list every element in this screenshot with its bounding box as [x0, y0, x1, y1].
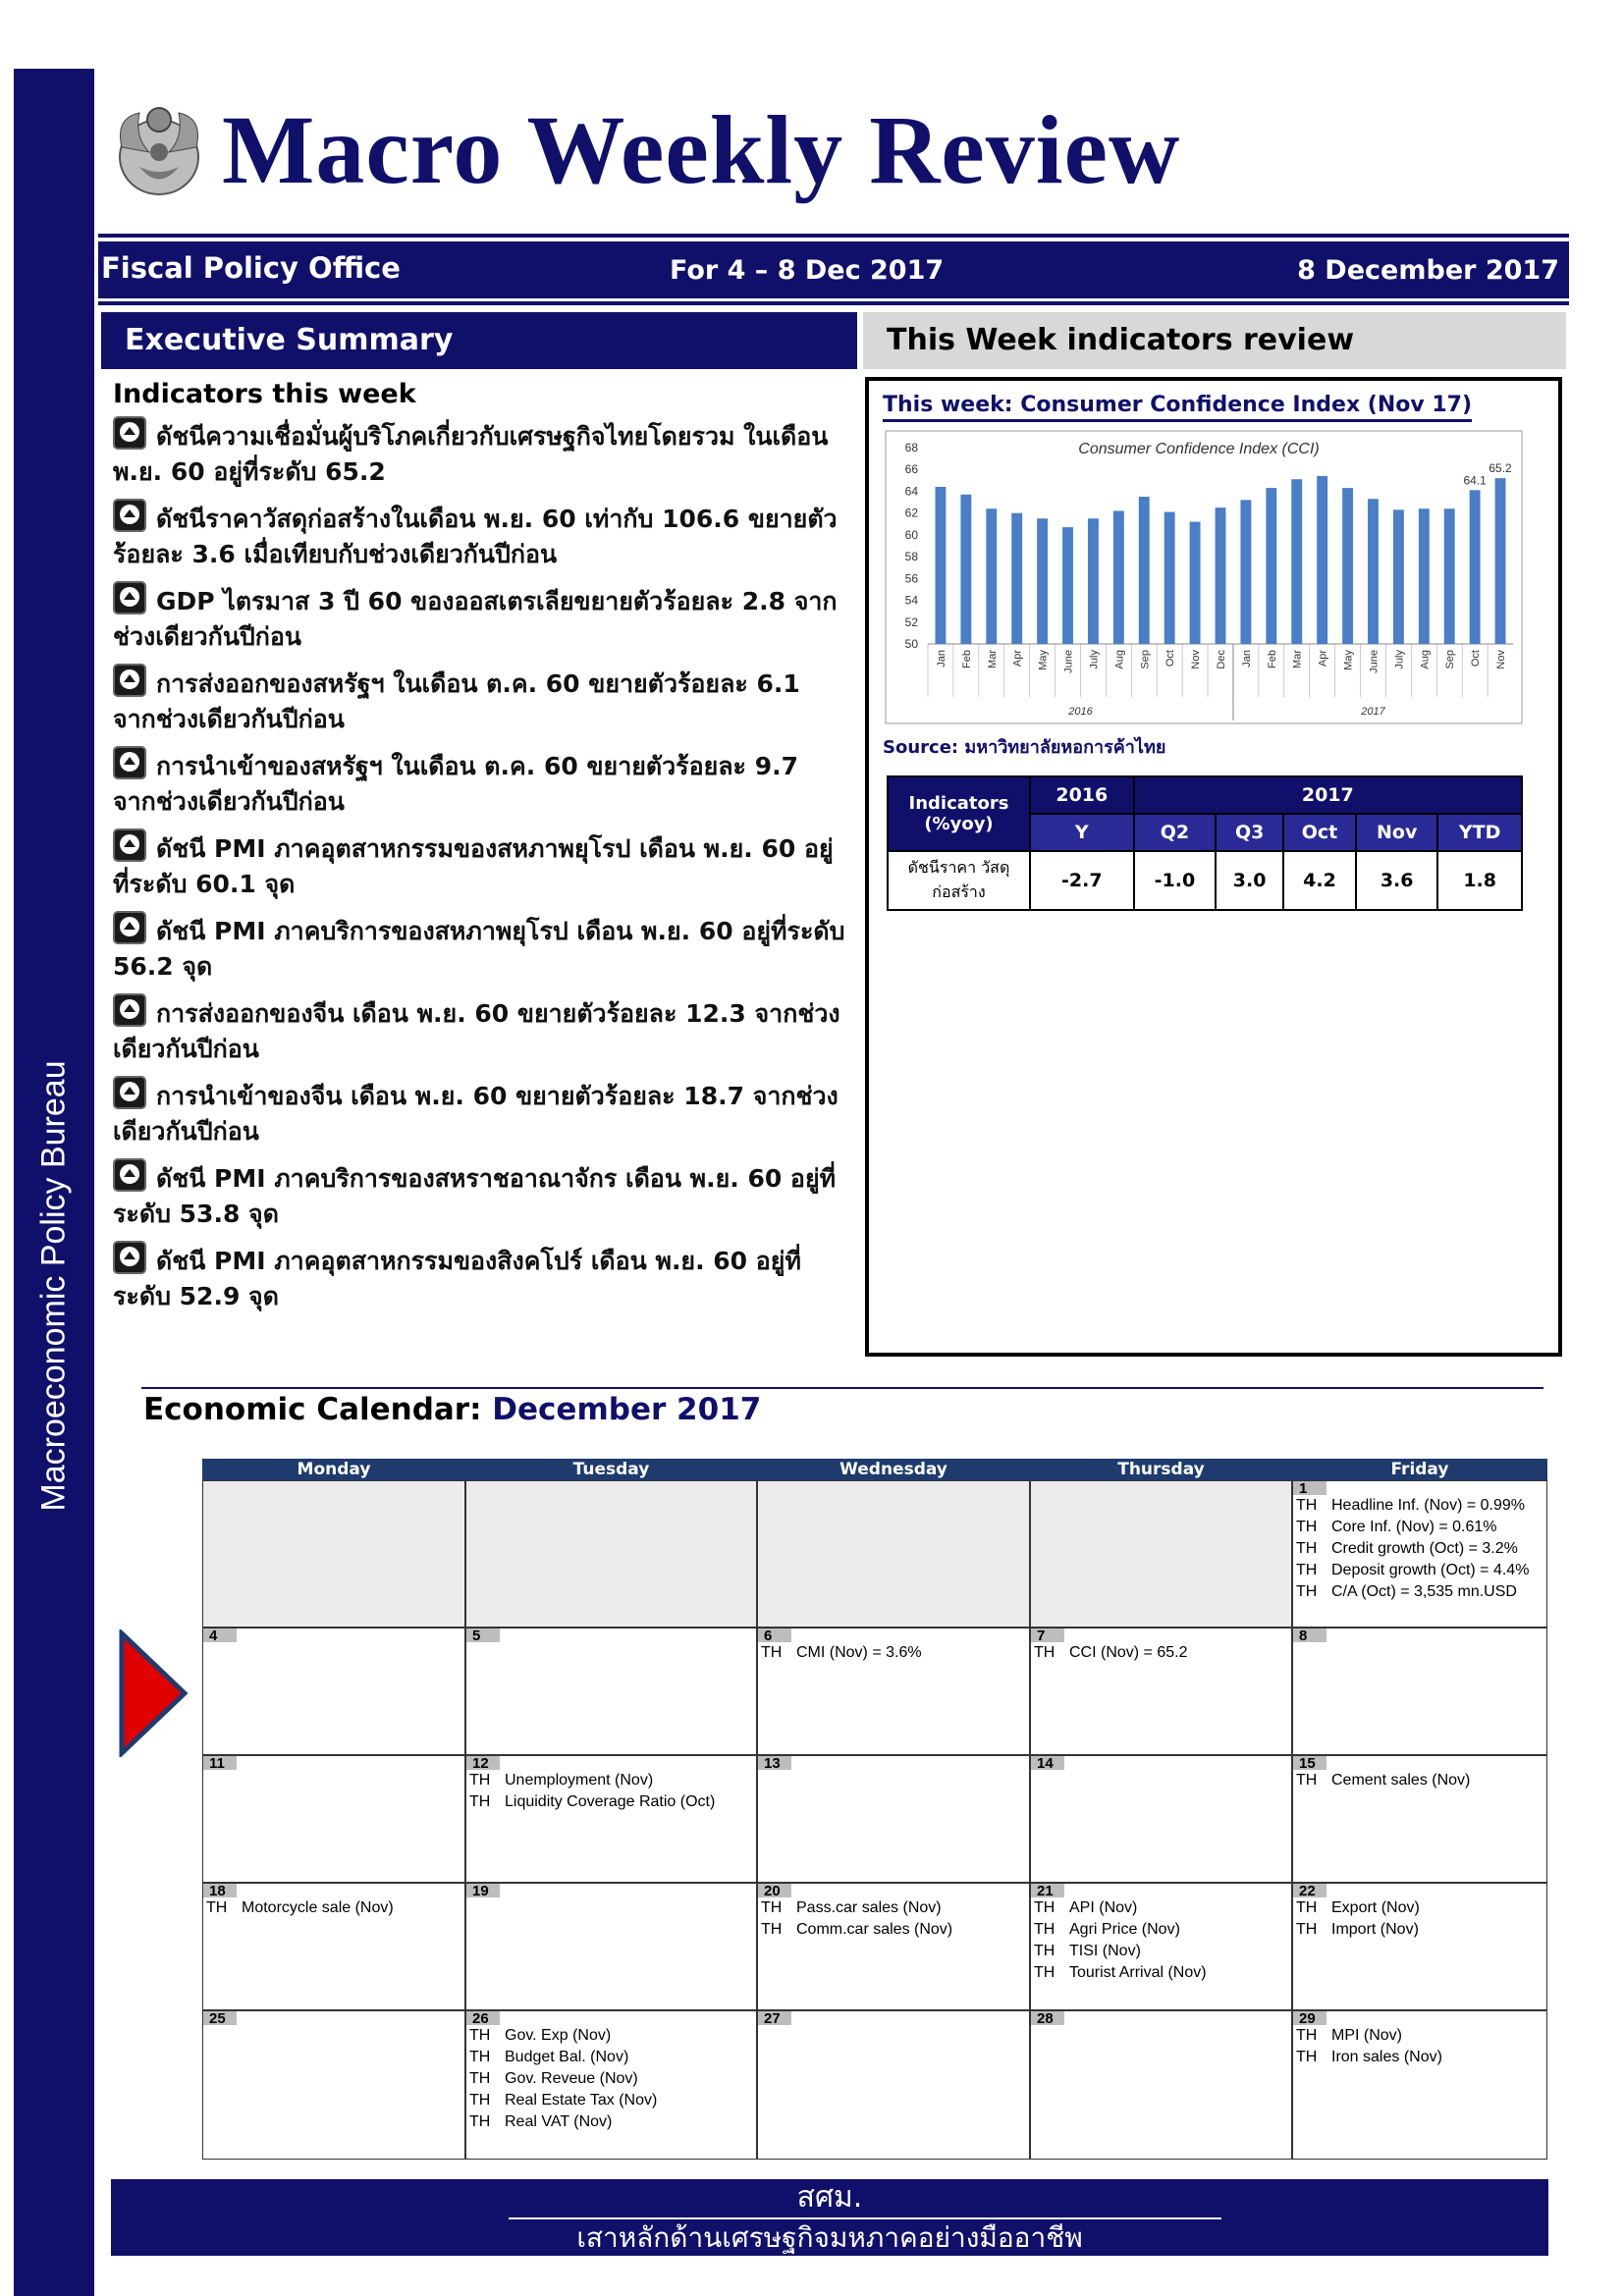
calendar-day-cell — [465, 1755, 757, 1883]
x-tick-label: Jan — [1240, 650, 1253, 667]
table-col-header: Q2 — [1134, 814, 1217, 851]
calendar-day-cell — [465, 1480, 757, 1628]
chart-bar — [1190, 522, 1201, 644]
event-country: TH — [761, 1921, 783, 1938]
event-text: MPI (Nov) — [1331, 2027, 1402, 2044]
indicator-item — [113, 1241, 846, 1323]
event-text: Export (Nov) — [1331, 1899, 1420, 1916]
chart-bar — [1216, 507, 1226, 644]
up-arrow-bullet-icon — [113, 1076, 146, 1109]
event-text: Headline Inf. (Nov) = 0.99% — [1331, 1497, 1525, 1514]
calendar-day-cell — [1292, 1755, 1547, 1883]
x-tick-label: Aug — [1113, 650, 1126, 669]
table-col-header: Oct — [1283, 814, 1356, 851]
chart-bar — [936, 487, 947, 644]
calendar-day-number: 26 — [466, 2011, 500, 2025]
x-tick-label: Nov — [1495, 650, 1508, 669]
calendar-event — [1031, 1642, 1291, 1664]
data-label: 65.2 — [1489, 461, 1512, 476]
table-col-header: Y — [1030, 814, 1134, 851]
table-col-header: Q3 — [1216, 814, 1283, 851]
x-tick-label: May — [1037, 650, 1050, 670]
calendar-event — [1031, 1919, 1291, 1941]
calendar-day-cell — [1030, 1480, 1292, 1628]
event-text: Gov. Reveue (Nov) — [505, 2070, 638, 2087]
calendar-day-number: 19 — [466, 1884, 500, 1897]
event-text: Gov. Exp (Nov) — [505, 2027, 612, 2044]
up-arrow-bullet-icon — [113, 746, 146, 779]
year-label: 2016 — [1068, 706, 1093, 718]
event-country: TH — [1034, 1943, 1056, 1959]
calendar-day-number: 27 — [758, 2011, 791, 2025]
calendar-day-number: 25 — [203, 2011, 237, 2025]
calendar-event — [466, 1791, 756, 1813]
y-tick-label: 50 — [904, 637, 918, 651]
calendar-day-header: Tuesday — [465, 1459, 757, 1480]
event-text: Cement sales (Nov) — [1331, 1772, 1471, 1789]
chart-bar — [1266, 488, 1276, 644]
calendar-day-cell — [202, 2010, 465, 2160]
y-tick-label: 62 — [904, 506, 918, 520]
x-tick-label: July — [1393, 650, 1406, 669]
chart-bar — [1317, 476, 1327, 644]
calendar-day-number: 5 — [466, 1629, 500, 1642]
calendar-event — [1293, 2047, 1546, 2068]
side-bar — [14, 69, 94, 2296]
calendar-day-cell — [757, 2010, 1030, 2160]
event-country: TH — [469, 2113, 491, 2130]
calendar-day-number: 22 — [1293, 1884, 1326, 1897]
chart-bar — [960, 495, 971, 644]
calendar-event — [466, 2090, 756, 2111]
indicator-item — [113, 993, 846, 1076]
event-text: Import (Nov) — [1331, 1921, 1419, 1938]
event-text: Real VAT (Nov) — [505, 2113, 613, 2130]
indicator-item — [113, 1076, 846, 1158]
event-text: C/A (Oct) = 3,535 mn.USD — [1331, 1583, 1517, 1600]
x-tick-label: Feb — [960, 650, 973, 668]
event-country: TH — [761, 1644, 783, 1661]
year-label: 2017 — [1361, 706, 1385, 718]
x-tick-label: May — [1342, 650, 1355, 670]
calendar-day-header: Monday — [202, 1459, 465, 1480]
chart-bar — [1444, 508, 1455, 644]
event-text: CMI (Nov) = 3.6% — [796, 1644, 922, 1661]
chart-bar — [1139, 497, 1150, 644]
calendar-event — [1293, 1495, 1546, 1517]
event-country: TH — [469, 1793, 491, 1810]
indicator-text: GDP ไตรมาส 3 ปี 60 ของออสเตรเลียขยายตัวร้อยละ 2.8 จากช่วงเดียวกันปีก่อน — [113, 587, 838, 651]
event-text: Credit growth (Oct) = 3.2% — [1331, 1540, 1518, 1557]
chart-heading: This week: Consumer Confidence Index (Nov 17) — [883, 393, 1472, 422]
table-year-2017: 2017 — [1134, 776, 1522, 814]
event-text: Pass.car sales (Nov) — [796, 1899, 942, 1916]
event-country: TH — [469, 2027, 491, 2044]
table-cell: -1.0 — [1134, 851, 1217, 910]
header-band — [98, 241, 1569, 298]
x-tick-label: Oct — [1470, 650, 1483, 667]
calendar-day-cell — [1030, 2010, 1292, 2160]
calendar-day-number: 11 — [203, 1756, 237, 1770]
event-country: TH — [469, 1772, 491, 1789]
table-cell: 3.0 — [1216, 851, 1283, 910]
event-country: TH — [1296, 1899, 1318, 1916]
x-tick-label: Nov — [1190, 650, 1203, 669]
calendar-event — [1293, 1517, 1546, 1538]
event-text: Deposit growth (Oct) = 4.4% — [1331, 1562, 1530, 1578]
event-text: Iron sales (Nov) — [1331, 2049, 1442, 2065]
office-name: Fiscal Policy Office — [101, 251, 401, 285]
indicator-item — [113, 499, 846, 581]
chart-bar — [1393, 509, 1404, 644]
event-text: Tourist Arrival (Nov) — [1069, 1964, 1207, 1981]
table-col-header: Nov — [1356, 814, 1437, 851]
chart-bar — [1011, 513, 1022, 644]
footer-band — [111, 2179, 1548, 2256]
calendar-event — [466, 2068, 756, 2090]
indicator-item — [113, 1158, 846, 1241]
footer-acronym: สศม. — [796, 2180, 863, 2215]
page-title: Macro Weekly Review — [222, 95, 1181, 204]
chart-bar — [1113, 510, 1124, 644]
up-arrow-bullet-icon — [113, 828, 146, 862]
calendar-day-cell — [757, 1628, 1030, 1755]
event-country: TH — [469, 2049, 491, 2065]
calendar-event — [1293, 1581, 1546, 1603]
event-text: Comm.car sales (Nov) — [796, 1921, 953, 1938]
indicator-text: ดัชนี PMI ภาคบริการของสหภาพยุโรป เดือน พ.ย. 60 อยู่ที่ระดับ 56.2 จุด — [113, 917, 845, 981]
indicator-item — [113, 828, 846, 911]
event-country: TH — [1296, 1519, 1318, 1535]
event-text: CCI (Nov) = 65.2 — [1069, 1644, 1188, 1661]
up-arrow-bullet-icon — [113, 911, 146, 944]
table-cell: 4.2 — [1283, 851, 1356, 910]
calendar-day-cell — [1030, 1628, 1292, 1755]
indicator-item — [113, 664, 846, 746]
calendar-event — [466, 1770, 756, 1791]
x-tick-label: June — [1368, 650, 1380, 673]
calendar-event — [466, 2025, 756, 2047]
event-text: Motorcycle sale (Nov) — [242, 1899, 394, 1916]
data-label: 64.1 — [1463, 473, 1487, 488]
table-row-label: ดัชนีราคา วัสดุก่อสร้าง — [888, 851, 1030, 910]
chart-bar — [1291, 479, 1302, 644]
indicator-text: ดัชนี PMI ภาคอุตสาหกรรมของสหภาพยุโรป เดือน พ.ย. 60 อยู่ที่ระดับ 60.1 จุด — [113, 834, 834, 898]
calendar-day-cell — [1292, 1883, 1547, 2010]
calendar-day-cell — [465, 2010, 757, 2160]
calendar-day-number: 13 — [758, 1756, 791, 1770]
event-country: TH — [1296, 1772, 1318, 1789]
chart-bar — [1419, 508, 1430, 644]
event-country: TH — [1296, 1921, 1318, 1938]
event-text: Unemployment (Nov) — [505, 1772, 654, 1789]
calendar-day-number: 28 — [1031, 2011, 1064, 2025]
calendar-day-number: 6 — [758, 1629, 791, 1642]
y-tick-label: 68 — [904, 441, 918, 454]
calendar-day-cell — [1292, 1628, 1547, 1755]
indicators-list — [113, 416, 846, 1323]
calendar-day-header: Wednesday — [757, 1459, 1030, 1480]
event-country: TH — [1296, 2027, 1318, 2044]
current-week-arrow-icon — [118, 1629, 189, 1757]
calendar-day-number: 12 — [466, 1756, 500, 1770]
event-country: TH — [1296, 1540, 1318, 1557]
calendar-month: December 2017 — [492, 1392, 762, 1427]
event-text: Agri Price (Nov) — [1069, 1921, 1180, 1938]
calendar-day-header: Friday — [1292, 1459, 1547, 1480]
indicator-text: การนำเข้าของสหรัฐฯ ในเดือน ต.ค. 60 ขยายตัวร้อยละ 9.7 จากช่วงเดียวกันปีก่อน — [113, 752, 798, 816]
calendar-day-number: 7 — [1031, 1629, 1064, 1642]
calendar-day-number: 18 — [203, 1884, 237, 1897]
chart-bar — [1240, 500, 1251, 644]
y-tick-label: 66 — [904, 462, 918, 477]
indicator-text: ดัชนี PMI ภาคบริการของสหราชอาณาจักร เดือน พ.ย. 60 อยู่ที่ระดับ 53.8 จุด — [113, 1164, 837, 1228]
calendar-event — [203, 1897, 464, 1919]
up-arrow-bullet-icon — [113, 993, 146, 1027]
calendar-event — [1293, 1770, 1546, 1791]
x-tick-label: Aug — [1419, 650, 1432, 669]
calendar-day-cell — [465, 1883, 757, 2010]
calendar-event — [1293, 1919, 1546, 1941]
calendar-event — [1293, 1897, 1546, 1919]
x-tick-label: June — [1062, 650, 1075, 673]
calendar-day-number: 20 — [758, 1884, 791, 1897]
table-col-header: YTD — [1437, 814, 1522, 851]
x-tick-label: Jan — [935, 650, 947, 667]
indicator-item — [113, 581, 846, 664]
calendar-title: Economic Calendar: December 2017 — [143, 1392, 762, 1427]
calendar-day-header: Thursday — [1030, 1459, 1292, 1480]
calendar-day-cell — [1292, 2010, 1547, 2160]
chart-bar — [1495, 478, 1506, 644]
chart-title: Consumer Confidence Index (CCI) — [1078, 441, 1320, 457]
x-tick-label: Apr — [1317, 650, 1329, 667]
calendar-event — [1293, 1560, 1546, 1581]
calendar-day-cell — [1030, 1755, 1292, 1883]
indicator-item — [113, 416, 846, 499]
event-text: Liquidity Coverage Ratio (Oct) — [505, 1793, 716, 1810]
calendar-day-cell — [757, 1883, 1030, 2010]
up-arrow-bullet-icon — [113, 581, 146, 614]
chart-bar — [986, 508, 997, 644]
calendar-event — [466, 2111, 756, 2133]
event-text: API (Nov) — [1069, 1899, 1138, 1916]
calendar-day-number: 4 — [203, 1629, 237, 1642]
up-arrow-bullet-icon — [113, 664, 146, 697]
y-tick-label: 60 — [904, 527, 918, 542]
x-tick-label: July — [1088, 650, 1101, 669]
x-tick-label: Sep — [1444, 650, 1457, 669]
y-tick-label: 56 — [904, 571, 918, 586]
indicators-title: Indicators this week — [113, 379, 416, 409]
up-arrow-bullet-icon — [113, 1241, 146, 1274]
table-corner: Indicators (%yoy) — [888, 776, 1030, 851]
event-country: TH — [1296, 1583, 1318, 1600]
calendar-day-number: 8 — [1293, 1629, 1326, 1642]
indicator-text: ดัชนีความเชื่อมั่นผู้บริโภคเกี่ยวกับเศรษฐกิจไทยโดยรวม ในเดือน พ.ย. 60 อยู่ที่ระดับ 65.2 — [113, 422, 829, 486]
indicator-text: การส่งออกของจีน เดือน พ.ย. 60 ขยายตัวร้อยละ 12.3 จากช่วงเดียวกันปีก่อน — [113, 999, 840, 1063]
chart-bar — [1164, 512, 1175, 644]
event-country: TH — [761, 1899, 783, 1916]
table-year-2016: 2016 — [1030, 776, 1134, 814]
event-text: Budget Bal. (Nov) — [505, 2049, 629, 2065]
event-country: TH — [1296, 1497, 1318, 1514]
chart-bar — [1342, 488, 1353, 644]
event-text: TISI (Nov) — [1069, 1943, 1141, 1959]
y-tick-label: 52 — [904, 614, 918, 629]
executive-summary-heading: Executive Summary — [101, 312, 857, 369]
event-country: TH — [1034, 1964, 1056, 1981]
chart-bar — [1037, 518, 1048, 644]
calendar-event — [1031, 1941, 1291, 1962]
indicator-item — [113, 911, 846, 993]
chart-bar — [1062, 527, 1073, 644]
calendar-event — [758, 1642, 1029, 1664]
calendar-day-number: 1 — [1293, 1481, 1326, 1495]
calendar-day-cell — [202, 1883, 465, 2010]
bureau-name: Macroeconomic Policy Bureau — [34, 1060, 73, 1512]
x-tick-label: Apr — [1011, 650, 1024, 667]
up-arrow-bullet-icon — [113, 416, 146, 450]
indicator-text: ดัชนี PMI ภาคอุตสาหกรรมของสิงคโปร์ เดือน พ.ย. 60 อยู่ที่ระดับ 52.9 จุด — [113, 1247, 801, 1310]
calendar-day-cell — [757, 1480, 1030, 1628]
table-cell: 1.8 — [1437, 851, 1522, 910]
event-country: TH — [469, 2070, 491, 2087]
indicator-text: การนำเข้าของจีน เดือน พ.ย. 60 ขยายตัวร้อยละ 18.7 จากช่วงเดียวกันปีก่อน — [113, 1082, 839, 1146]
calendar-event — [1293, 1538, 1546, 1560]
calendar-day-cell — [465, 1628, 757, 1755]
y-tick-label: 54 — [904, 593, 918, 608]
up-arrow-bullet-icon — [113, 499, 146, 532]
indicator-table — [887, 775, 1523, 911]
calendar-day-cell — [757, 1755, 1030, 1883]
calendar-event — [1031, 1897, 1291, 1919]
calendar-event — [758, 1919, 1029, 1941]
calendar-day-cell — [202, 1755, 465, 1883]
event-country: TH — [1034, 1644, 1056, 1661]
y-tick-label: 58 — [904, 550, 918, 564]
event-country: TH — [1296, 2049, 1318, 2065]
x-tick-label: Oct — [1164, 650, 1177, 667]
issue-date: 8 December 2017 — [1297, 255, 1559, 286]
event-text: Core Inf. (Nov) = 0.61% — [1331, 1519, 1497, 1535]
period: For 4 – 8 Dec 2017 — [670, 255, 945, 286]
event-country: TH — [206, 1899, 228, 1916]
indicators-review-box — [865, 377, 1562, 1357]
y-tick-label: 64 — [904, 484, 918, 499]
calendar-day-cell — [202, 1628, 465, 1755]
event-country: TH — [469, 2092, 491, 2109]
event-country: TH — [1296, 1562, 1318, 1578]
x-tick-label: Mar — [1291, 650, 1304, 668]
indicator-text: การส่งออกของสหรัฐฯ ในเดือน ต.ค. 60 ขยายตัวร้อยละ 6.1 จากช่วงเดียวกันปีก่อน — [113, 669, 800, 733]
calendar-day-number: 15 — [1293, 1756, 1326, 1770]
x-tick-label: Mar — [986, 650, 999, 668]
chart-bar — [1368, 499, 1379, 644]
table-cell: 3.6 — [1356, 851, 1437, 910]
event-country: TH — [1034, 1921, 1056, 1938]
x-tick-label: Feb — [1266, 650, 1278, 668]
cci-bar-chart — [885, 430, 1523, 724]
calendar-event — [1031, 1962, 1291, 1984]
indicator-item — [113, 746, 846, 828]
calendar-event — [758, 1897, 1029, 1919]
calendar-day-number: 29 — [1293, 2011, 1326, 2025]
calendar-event — [466, 2047, 756, 2068]
indicators-review-heading: This Week indicators review — [863, 312, 1566, 369]
chart-source: Source: มหาวิทยาลัยหอการค้าไทย — [883, 737, 1166, 758]
garuda-logo-icon — [110, 98, 208, 201]
calendar-day-number: 21 — [1031, 1884, 1064, 1897]
chart-bar — [1470, 490, 1481, 644]
calendar-event — [1293, 2025, 1546, 2047]
x-tick-label: Sep — [1139, 650, 1152, 669]
event-text: Real Estate Tax (Nov) — [505, 2092, 658, 2109]
indicator-text: ดัชนีราคาวัสดุก่อสร้างในเดือน พ.ย. 60 เท่ากับ 106.6 ขยายตัวร้อยละ 3.6 เมื่อเทียบกับช่วงเดียวกันปีก่อน — [113, 505, 838, 568]
up-arrow-bullet-icon — [113, 1158, 146, 1192]
calendar-day-cell — [1030, 1883, 1292, 2010]
event-country: TH — [1034, 1899, 1056, 1916]
calendar-day-cell — [1292, 1480, 1547, 1628]
footer-slogan: เสาหลักด้านเศรษฐกิจมหภาคอย่างมืออาชีพ — [576, 2221, 1083, 2254]
chart-bar — [1088, 518, 1099, 644]
table-cell: -2.7 — [1030, 851, 1134, 910]
calendar-day-number: 14 — [1031, 1756, 1064, 1770]
calendar-day-cell — [202, 1480, 465, 1628]
x-tick-label: Dec — [1216, 650, 1227, 669]
